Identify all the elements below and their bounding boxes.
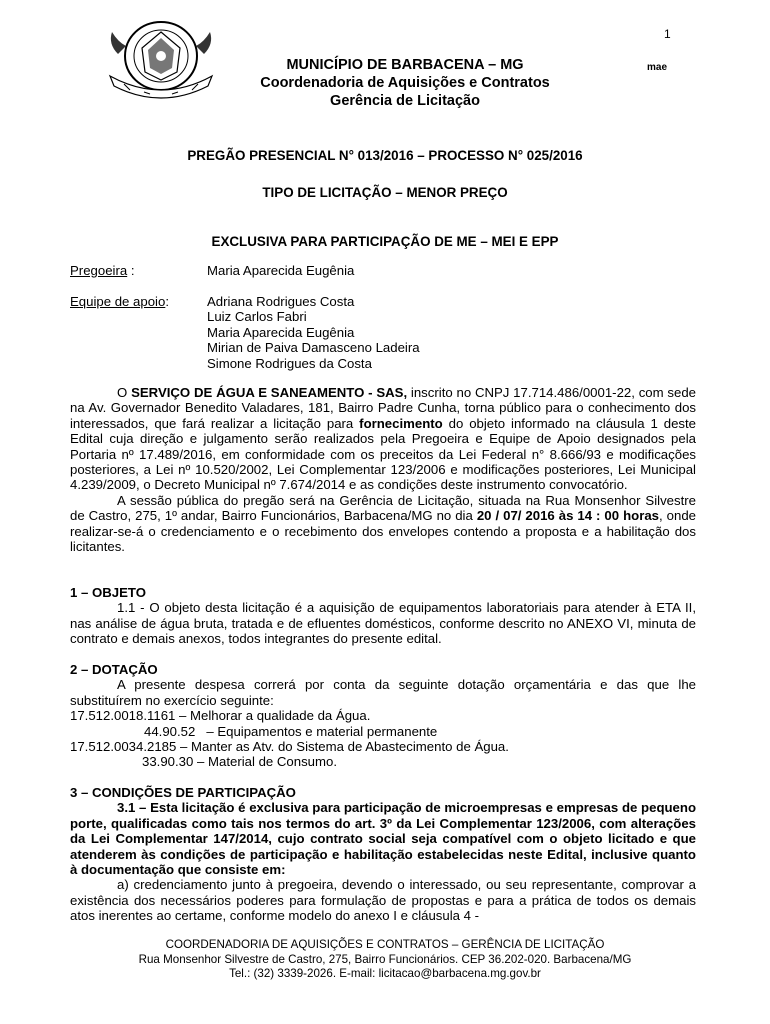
section-dotacao: [70, 662, 696, 770]
team-member: Mirian de Paiva Damasceno Ladeira: [207, 340, 420, 356]
pregoeira-name: Maria Aparecida Eugênia: [207, 263, 355, 278]
intro-paragraph-2: A sessão pública do pregão será na Gerência de Licitação, situada na Rua Monsenhor Silvestre de Castro, 275, 1º andar, Bairro Funcionários, Barbacena/MG no dia 20 / 07/ 2016 às 14 : 00 horas, onde realizar-se-á o credenciamento e o recebimento dos envelopes contendo a proposta e a habilitação dos licitantes.: [70, 492, 696, 555]
footer-line: Tel.: (32) 3339-2026. E-mail: licitacao@barbacena.mg.gov.br: [229, 967, 541, 980]
section-objeto: [70, 585, 696, 647]
pregoeira-separator: :: [127, 263, 135, 278]
budget-line: 17.512.0034.2185 – Manter as Atv. do Sistema de Abastecimento de Água.: [70, 739, 509, 755]
section-heading: 3 – CONDIÇÕES DE PARTICIPAÇÃO: [70, 785, 296, 800]
section-heading: 1 – OBJETO: [70, 585, 146, 600]
municipality-title: MUNICÍPIO DE BARBACENA – MG: [286, 57, 524, 73]
footer-line: COORDENADORIA DE AQUISIÇÕES E CONTRATOS – GERÊNCIA DE LICITAÇÃO: [165, 938, 605, 951]
budget-line: 44.90.52 – Equipamentos e material permanente: [144, 723, 438, 739]
team-member: Adriana Rodrigues Costa: [207, 294, 355, 309]
equipe-separator: :: [165, 294, 169, 309]
footer: [0, 938, 770, 982]
equipe-label: Equipe de apoio: [70, 294, 166, 309]
section-text: A presente despesa correrá por conta da seguinte dotação orçamentária e das que lhe substituírem no exercício seguinte:: [70, 677, 696, 708]
exclusive-title: EXCLUSIVA PARA PARTICIPAÇÃO DE ME – MEI E EPP: [211, 234, 559, 249]
section-text-bold: 3.1 – Esta licitação é exclusiva para participação de microempresas e empresas de pequeno porte, qualificadas como tais nos termos do art. 3º da Lei Complementar 123/2006, com alterações da Lei Complementar 147/2014, cujo contrato social seja compatível com o objeto licitado e que atenderem às condições de participação e habilitação estabelecidas neste Edital, inclusive quanto à documentação que consiste em:: [70, 800, 696, 878]
coordination-title: Coordenadoria de Aquisições e Contratos: [260, 75, 550, 91]
section-text: a) credenciamento junto à pregoeira, devendo o interessado, ou seu representante, comprovar a existência dos necessários poderes para formulação de propostas e para a prática de todos os demais atos inerentes ao certame, conforme modelo do anexo I e cláusula 4 -: [70, 877, 696, 924]
intro-section: [70, 385, 696, 554]
support-team-list: [207, 294, 420, 371]
intro-paragraph-1: O SERVIÇO DE ÁGUA E SANEAMENTO - SAS, inscrito no CNPJ 17.714.486/0001-22, com sede na Av. Governador Benedito Valadares, 181, Bairro Padre Cunha, torna público para o conhecimento dos interessados, que fará realizar a licitação para fornecimento do objeto informado na cláusula 1 deste Edital cuja direção e julgamento serão realizados pela Pregoeira e Equipe de Apoio designados pela Portaria nº 17.489/2016, em conformidade com os preceitos da Lei Federal n° 8.666/93 e modificações posteriores, a Lei nº 10.520/2002, Lei Complementar 123/2006 e modificações posteriores, Lei Municipal 4.239/2009, o Decreto Municipal nº 7.674/2014 e as condições deste instrumento convocatório.: [70, 385, 697, 493]
header-tag: mae: [647, 62, 668, 73]
pregoeira-label-row: [70, 263, 135, 278]
team-member: Simone Rodrigues da Costa: [207, 355, 372, 371]
team-member: Luiz Carlos Fabri: [207, 309, 307, 325]
equipe-label-row: [70, 294, 169, 309]
bid-type-title: TIPO DE LICITAÇÃO – MENOR PREÇO: [262, 185, 508, 200]
section-heading: 2 – DOTAÇÃO: [70, 662, 158, 677]
section-text: 1.1 - O objeto desta licitação é a aquisição de equipamentos laboratoriais para atender à ETA II, nas análise de água bruta, tratada e de efluentes domésticos, conforme descrito no ANEXO VI, minuta de contrato e demais anexos, todos integrantes do presente edital.: [70, 600, 696, 647]
footer-line: Rua Monsenhor Silvestre de Castro, 275, Bairro Funcionários. CEP 36.202-020. Barbacena/MG: [138, 952, 632, 966]
budget-line: 33.90.30 – Material de Consumo.: [142, 754, 337, 770]
process-title: PREGÃO PRESENCIAL N° 013/2016 – PROCESSO N° 025/2016: [187, 148, 583, 163]
section-participacao: [70, 785, 696, 924]
page-number: 1: [664, 27, 671, 41]
budget-line: 17.512.0018.1161 – Melhorar a qualidade da Água.: [70, 708, 371, 724]
management-title: Gerência de Licitação: [330, 93, 480, 109]
team-member: Maria Aparecida Eugênia: [207, 324, 355, 340]
pregoeira-label: Pregoeira: [70, 263, 128, 278]
